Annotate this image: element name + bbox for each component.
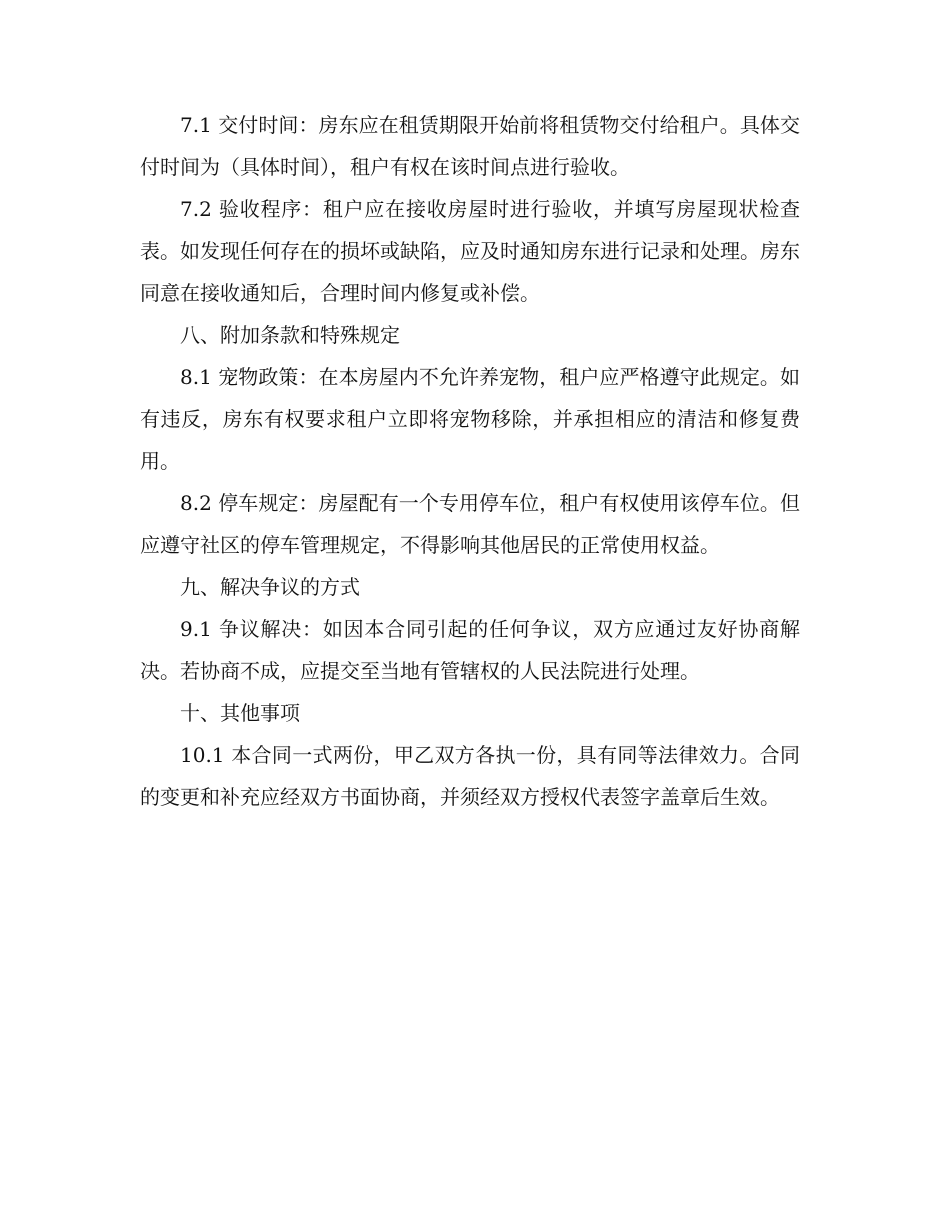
clause-7-1-delivery-time: 7.1 交付时间：房东应在租赁期限开始前将租赁物交付给租户。具体交付时间为（具体时间），租户有权在该时间点进行验收。 bbox=[140, 113, 800, 179]
clause-8-1-pet-policy: 8.1 宠物政策：在本房屋内不允许养宠物，租户应严格遵守此规定。如有违反，房东有权要求租户立即将宠物移除，并承担相应的清洁和修复费用。 bbox=[140, 365, 800, 473]
clause-9-1-dispute-resolution: 9.1 争议解决：如因本合同引起的任何争议，双方应通过友好协商解决。若协商不成，应提交至当地有管辖权的人民法院进行处理。 bbox=[140, 617, 800, 683]
clause-8-2-parking-rules: 8.2 停车规定：房屋配有一个专用停车位，租户有权使用该停车位。但应遵守社区的停车管理规定，不得影响其他居民的正常使用权益。 bbox=[140, 491, 800, 557]
clause-7-2-inspection-procedure: 7.2 验收程序：租户应在接收房屋时进行验收，并填写房屋现状检查表。如发现任何存在的损坏或缺陷，应及时通知房东进行记录和处理。房东同意在接收通知后，合理时间内修复或补偿。 bbox=[140, 197, 800, 305]
document-body bbox=[140, 104, 800, 818]
clause-10-1-other-matters: 10.1 本合同一式两份，甲乙双方各执一份，具有同等法律效力。合同的变更和补充应经双方书面协商，并须经双方授权代表签字盖章后生效。 bbox=[140, 743, 800, 809]
section-heading-9: 九、解决争议的方式 bbox=[180, 575, 360, 599]
section-heading-8: 八、附加条款和特殊规定 bbox=[180, 323, 400, 347]
section-heading-10: 十、其他事项 bbox=[180, 701, 300, 725]
